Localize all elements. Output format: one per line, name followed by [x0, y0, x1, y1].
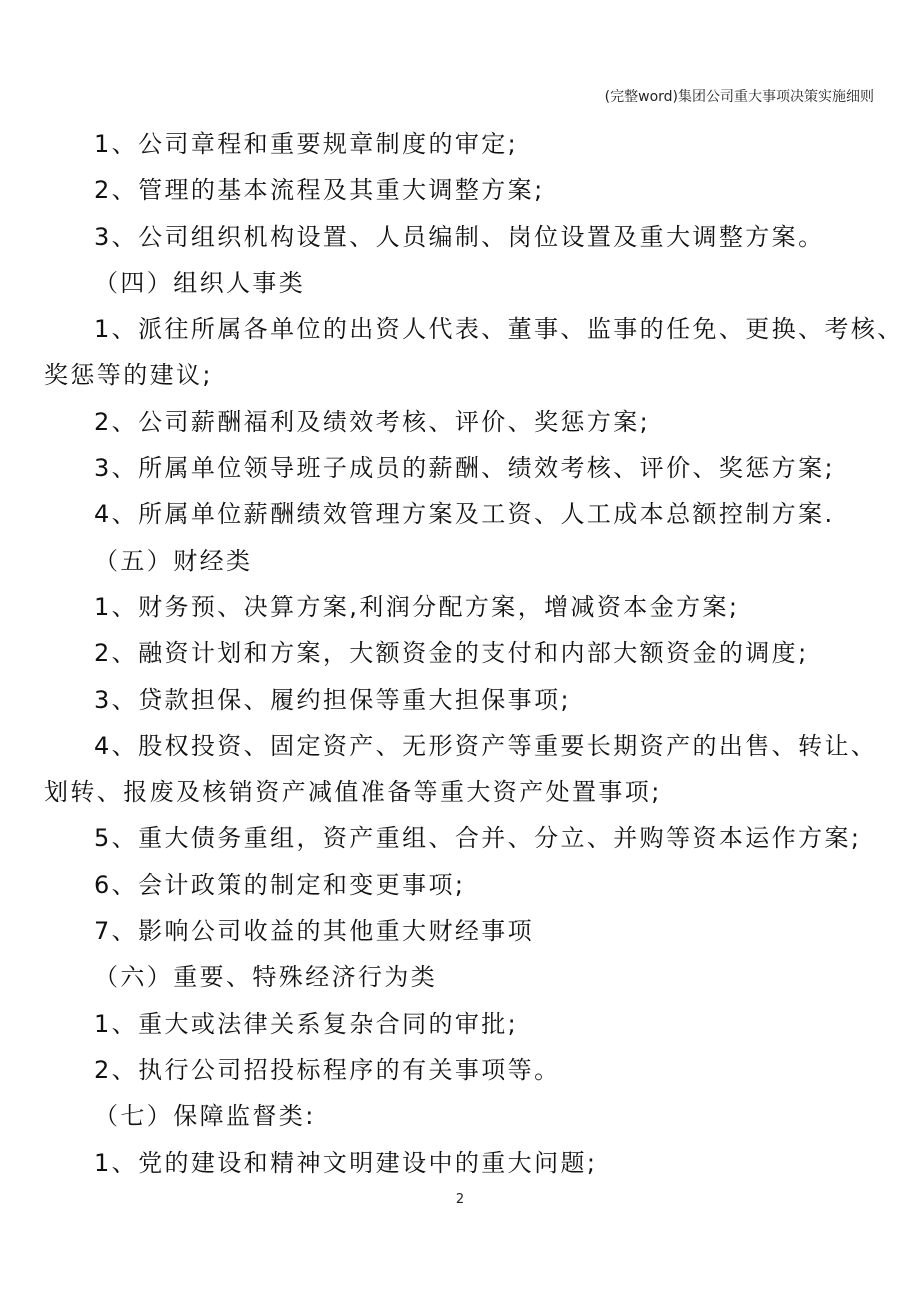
paragraph-line: 2、管理的基本流程及其重大调整方案;	[94, 176, 545, 205]
paragraph-line: 3、所属单位领导班子成员的薪酬、绩效考核、评价、奖惩方案;	[94, 454, 835, 483]
paragraph-line: 1、重大或法律关系复杂合同的审批;	[94, 1009, 519, 1038]
paragraph-continuation: 划转、报废及核销资产减值准备等重大资产处置事项;	[44, 778, 662, 807]
paragraph-line: 5、重大债务重组，资产重组、合并、分立、并购等资本运作方案;	[94, 824, 862, 853]
paragraph-line: （五）财经类	[94, 546, 253, 575]
paragraph-line: （四）组织人事类	[94, 268, 306, 297]
paragraph-line: 1、公司章程和重要规章制度的审定;	[94, 130, 519, 158]
paragraph-line: 2、融资计划和方案，大额资金的支付和内部大额资金的调度;	[94, 639, 809, 668]
paragraph-line: 4、股权投资、固定资产、无形资产等重要长期资产的出售、转让、	[94, 731, 878, 760]
paragraph-line: 7、影响公司收益的其他重大财经事项	[94, 917, 535, 946]
page-header: (完整word)集团公司重大事项决策实施细则	[604, 89, 874, 105]
paragraph-line: （六）重要、特殊经济行为类	[94, 963, 438, 992]
paragraph-line: 1、派往所属各单位的出资人代表、董事、监事的任免、更换、考核、	[94, 315, 904, 344]
paragraph-line: 3、贷款担保、履约担保等重大担保事项;	[94, 685, 571, 714]
document-body	[44, 121, 904, 1186]
paragraph-line: 3、公司组织机构设置、人员编制、岗位设置及重大调整方案。	[94, 222, 825, 251]
paragraph-line: 1、党的建设和精神文明建设中的重大问题;	[94, 1148, 598, 1177]
paragraph-line: 6、会计政策的制定和变更事项;	[94, 870, 466, 899]
paragraph-line: 1、财务预、决算方案,利润分配方案，增减资本金方案;	[94, 592, 740, 621]
paragraph-line: （七）保障监督类:	[94, 1102, 316, 1131]
paragraph-line: 2、公司薪酬福利及绩效考核、评价、奖惩方案;	[94, 407, 651, 436]
page-number: 2	[455, 1192, 465, 1207]
paragraph-continuation: 奖惩等的建议;	[44, 361, 213, 390]
paragraph-line: 4、所属单位薪酬绩效管理方案及工资、人工成本总额控制方案.	[94, 500, 835, 529]
paragraph-line: 2、执行公司招投标程序的有关事项等。	[94, 1055, 561, 1084]
